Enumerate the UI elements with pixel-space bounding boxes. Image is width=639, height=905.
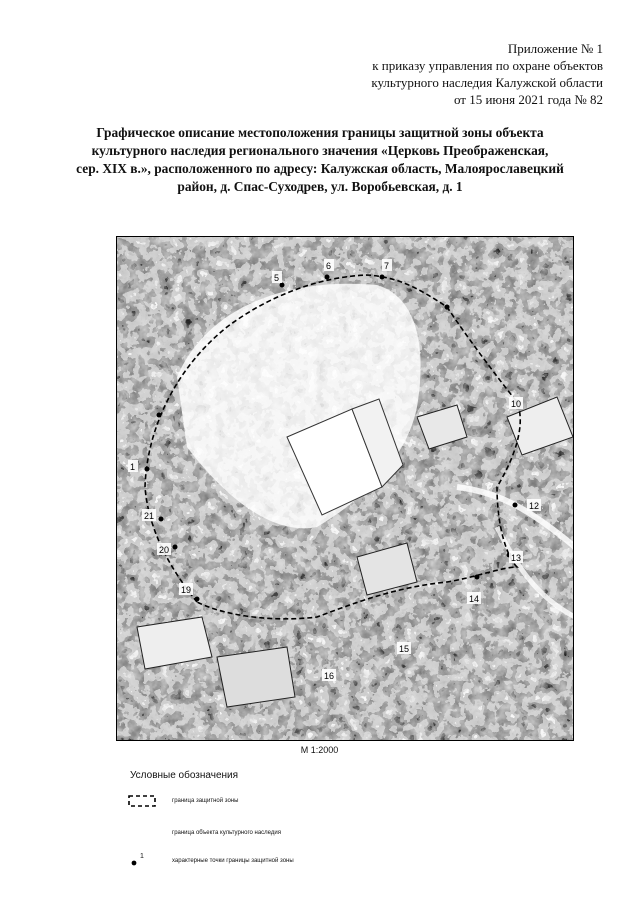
dashed-boundary-icon <box>126 794 166 808</box>
point-label: 10 <box>511 399 522 409</box>
boundary-point <box>513 503 518 508</box>
boundary-point-icon <box>126 854 166 868</box>
boundary-point <box>445 305 450 310</box>
point-label: 12 <box>529 501 540 511</box>
boundary-point <box>380 275 385 280</box>
point-label: 15 <box>399 644 410 654</box>
boundary-point <box>159 517 164 522</box>
legend-label: характерные точки границы защитной зоны <box>172 858 294 864</box>
point-label: 1 <box>130 462 136 472</box>
map-svg <box>117 237 574 741</box>
map-scale: М 1:2000 <box>300 745 339 755</box>
point-label: 16 <box>324 671 335 681</box>
legend-label: граница объекта культурного наследия <box>172 830 281 836</box>
boundary-point <box>280 283 285 288</box>
title-line: район, д. Спас-Суходрев, ул. Воробьевская, д. 1 <box>177 179 463 194</box>
appendix-line: Приложение № 1 <box>507 41 603 56</box>
appendix-line: к приказу управления по охране объектов <box>372 58 603 73</box>
boundary-point <box>145 467 150 472</box>
legend-item-boundary-points <box>126 854 294 868</box>
boundary-point <box>475 575 480 580</box>
point-label: 13 <box>511 553 522 563</box>
point-label: 14 <box>469 594 480 604</box>
boundary-point <box>173 545 178 550</box>
legend-point-marker: 1 <box>140 853 144 860</box>
house <box>217 647 295 707</box>
point-label: 21 <box>144 511 155 521</box>
legend-title: Условные обозначения <box>130 770 239 781</box>
heritage-boundary-icon <box>126 826 166 840</box>
boundary-point <box>195 597 200 602</box>
point-label: 6 <box>326 261 332 271</box>
title-line: культурного наследия регионального значения «Церковь Преображенская, <box>91 143 549 158</box>
document-title <box>60 124 580 196</box>
point-label: 19 <box>181 585 192 595</box>
title-line: Графическое описание местоположения границы защитной зоны объекта <box>96 125 544 140</box>
point-label: 5 <box>274 273 280 283</box>
legend-label: граница защитной зоны <box>172 798 239 804</box>
title-line: сер. XIX в.», расположенного по адресу: Калужская область, Малоярославецкий <box>76 161 564 176</box>
aerial-map <box>116 236 574 741</box>
appendix-header <box>371 40 603 108</box>
point-label: 20 <box>159 545 170 555</box>
boundary-point <box>325 275 330 280</box>
boundary-point <box>157 413 162 418</box>
legend-item-zone-boundary <box>126 794 238 808</box>
appendix-line: культурного наследия Калужской области <box>371 75 603 90</box>
appendix-line: от 15 июня 2021 года № 82 <box>453 92 603 107</box>
point-label: 7 <box>384 261 390 271</box>
legend-item-heritage-boundary <box>126 826 281 840</box>
